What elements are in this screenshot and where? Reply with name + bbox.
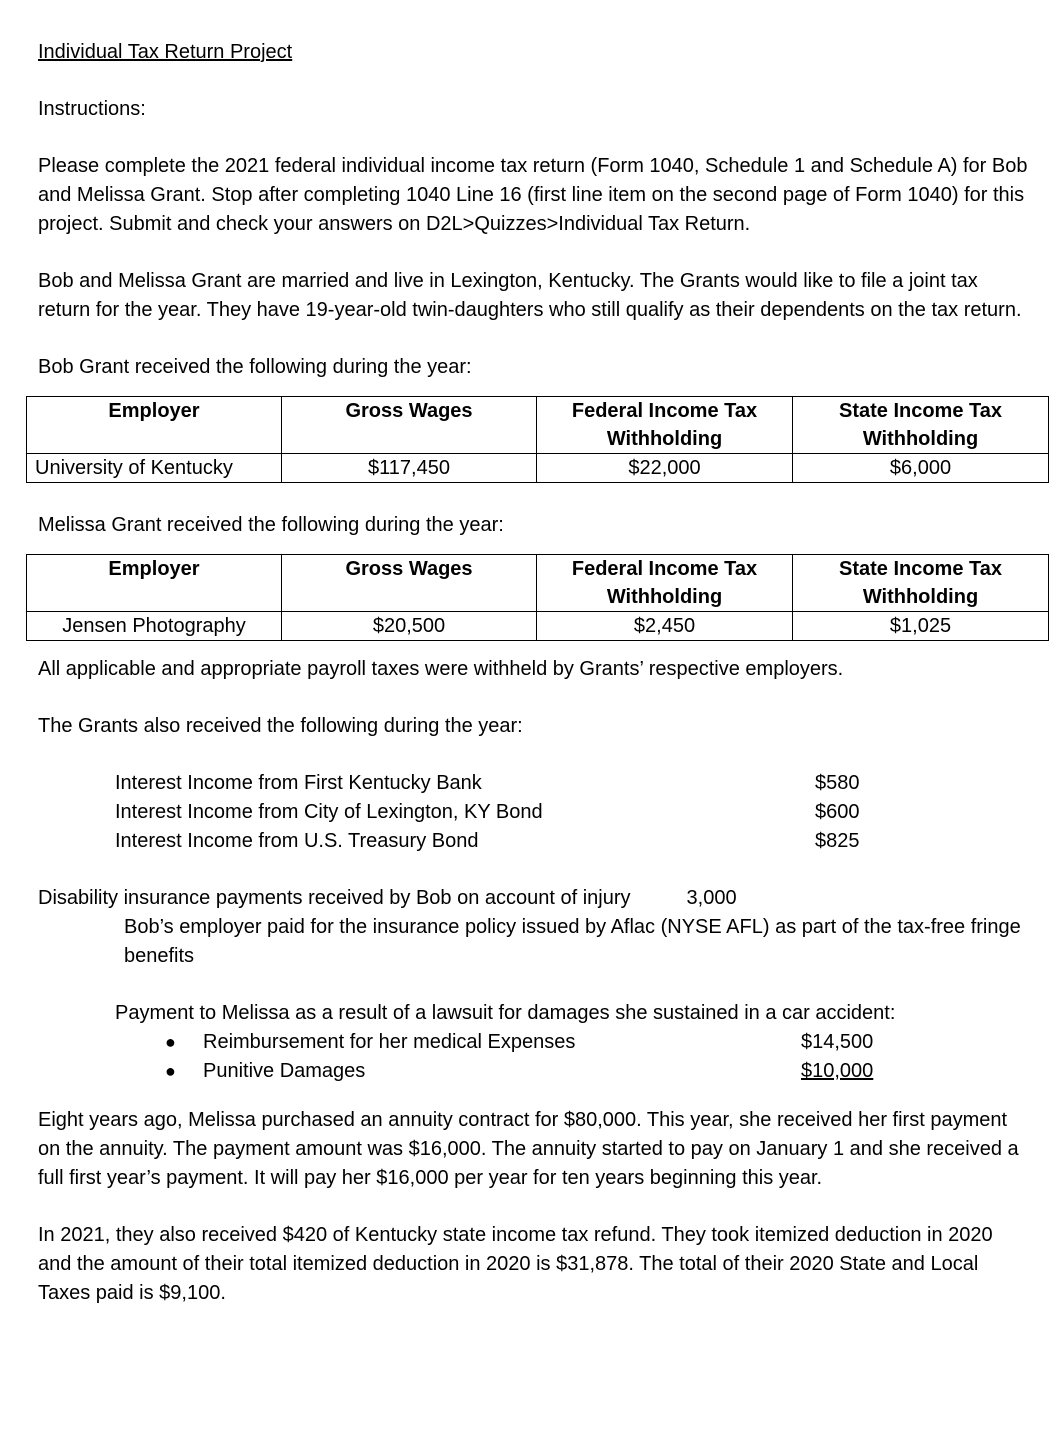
list-item bbox=[115, 769, 895, 798]
list-item bbox=[165, 1057, 881, 1086]
lawsuit-intro: Payment to Melissa as a result of a lawsuit for damages she sustained in a car accident: bbox=[115, 1002, 896, 1024]
lawsuit-label: Punitive Damages bbox=[203, 1060, 366, 1082]
state-withholding-cell: $1,025 bbox=[793, 612, 1049, 641]
list-item bbox=[115, 827, 895, 856]
col-gross-wages: Gross Wages bbox=[282, 397, 537, 454]
disability-note: Bob’s employer paid for the insurance policy issued by Aflac (NYSE AFL) as part of the tax-free fringe benefits bbox=[124, 916, 1021, 967]
employer-cell: University of Kentucky bbox=[27, 454, 282, 483]
disability-amount: 3,000 bbox=[686, 887, 737, 909]
table-header-row bbox=[27, 397, 1049, 454]
disability-label: Disability insurance payments received by Bob on account of injury bbox=[38, 887, 631, 909]
interest-label: Interest Income from First Kentucky Bank bbox=[115, 772, 482, 794]
interest-amount: $580 bbox=[815, 772, 860, 794]
lawsuit-amount: $14,500 bbox=[801, 1031, 874, 1053]
bullet-icon: ● bbox=[165, 1061, 176, 1081]
disability-line bbox=[38, 884, 1038, 913]
federal-withholding-cell: $2,450 bbox=[537, 612, 793, 641]
family-paragraph: Bob and Melissa Grant are married and live in Lexington, Kentucky. The Grants would like to file a joint tax return for the year. They have 19-year-old twin-daughters who still qualify as their dependents on the tax return. bbox=[38, 270, 1022, 321]
col-federal-withholding: Federal Income Tax Withholding bbox=[537, 397, 793, 454]
state-withholding-cell: $6,000 bbox=[793, 454, 1049, 483]
gross-wages-cell: $20,500 bbox=[282, 612, 537, 641]
gross-wages-cell: $117,450 bbox=[282, 454, 537, 483]
col-state-withholding: State Income Tax Withholding bbox=[793, 397, 1049, 454]
intro-paragraph: Please complete the 2021 federal individual income tax return (Form 1040, Schedule 1 and Schedule A) for Bob and Melissa Grant. Stop after completing 1040 Line 16 (first line item on the second page of Form 1040) for this project. Submit and check your answers on D2L>Quizzes>Individual Tax Return. bbox=[38, 155, 1028, 235]
col-federal-withholding: Federal Income Tax Withholding bbox=[537, 555, 793, 612]
melissa-intro: Melissa Grant received the following during the year: bbox=[38, 514, 504, 536]
table-row bbox=[27, 612, 1049, 641]
interest-label: Interest Income from U.S. Treasury Bond bbox=[115, 830, 479, 852]
col-state-withholding: State Income Tax Withholding bbox=[793, 555, 1049, 612]
lawsuit-section bbox=[115, 999, 1038, 1086]
page-title: Individual Tax Return Project bbox=[38, 41, 293, 63]
col-employer: Employer bbox=[27, 555, 282, 612]
federal-withholding-cell: $22,000 bbox=[537, 454, 793, 483]
interest-label: Interest Income from City of Lexington, KY Bond bbox=[115, 801, 543, 823]
table-header-row bbox=[27, 555, 1049, 612]
interest-amount: $825 bbox=[815, 830, 860, 852]
lawsuit-amount: $10,000 bbox=[801, 1060, 874, 1082]
employer-cell: Jensen Photography bbox=[27, 612, 282, 641]
instructions-heading: Instructions: bbox=[38, 98, 146, 120]
interest-income-list bbox=[115, 769, 895, 856]
melissa-wages-table bbox=[26, 554, 1049, 641]
bob-wages-table bbox=[26, 396, 1049, 483]
grants-also-intro: The Grants also received the following during the year: bbox=[38, 715, 523, 737]
col-employer: Employer bbox=[27, 397, 282, 454]
table-row bbox=[27, 454, 1049, 483]
list-item bbox=[115, 798, 895, 827]
payroll-note: All applicable and appropriate payroll taxes were withheld by Grants’ respective employers. bbox=[38, 658, 844, 680]
lawsuit-label: Reimbursement for her medical Expenses bbox=[203, 1031, 576, 1053]
bob-intro: Bob Grant received the following during the year: bbox=[38, 356, 472, 378]
bullet-icon: ● bbox=[165, 1032, 176, 1052]
document-page bbox=[35, 38, 1038, 1308]
interest-amount: $600 bbox=[815, 801, 860, 823]
col-gross-wages: Gross Wages bbox=[282, 555, 537, 612]
refund-paragraph: In 2021, they also received $420 of Kentucky state income tax refund. They took itemized deduction in 2020 and the amount of their total itemized deduction in 2020 is $31,878. The total of their 2020 State and Local Taxes paid is $9,100. bbox=[38, 1224, 993, 1304]
annuity-paragraph: Eight years ago, Melissa purchased an annuity contract for $80,000. This year, she received her first payment on the annuity. The payment amount was $16,000. The annuity started to pay on January 1 and she received a full first year’s payment. It will pay her $16,000 per year for ten years beginning this year. bbox=[38, 1109, 1019, 1189]
list-item bbox=[165, 1028, 881, 1057]
